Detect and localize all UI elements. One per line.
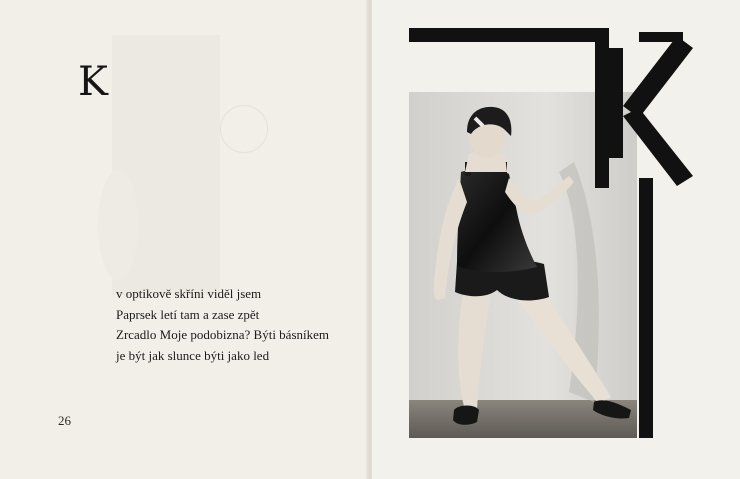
- k-upper-arm: [623, 36, 693, 118]
- poem-line: Zrcadlo Moje podobizna? Býti básníkem: [116, 327, 330, 342]
- poem-line: je být jak slunce býti jako led: [116, 347, 270, 363]
- k-inner-stem: [609, 48, 623, 158]
- k-stem: [595, 28, 609, 188]
- poem-line: v optikově skříni viděl jsem: [116, 286, 262, 301]
- geometric-k-graphic: [409, 28, 699, 448]
- poem-text: [116, 284, 356, 366]
- page-number: 26: [58, 413, 71, 428]
- k-long-bar: [639, 178, 653, 438]
- show-through-circle: [220, 105, 268, 153]
- initial-letter: K: [78, 59, 108, 105]
- k-top-bar: [409, 28, 609, 42]
- k-top-right-tab: [639, 32, 683, 42]
- k-lower-arm: [623, 108, 693, 186]
- poem-line: Paprsek letí tam a zase zpět: [116, 306, 260, 322]
- show-through-oval: [98, 170, 138, 280]
